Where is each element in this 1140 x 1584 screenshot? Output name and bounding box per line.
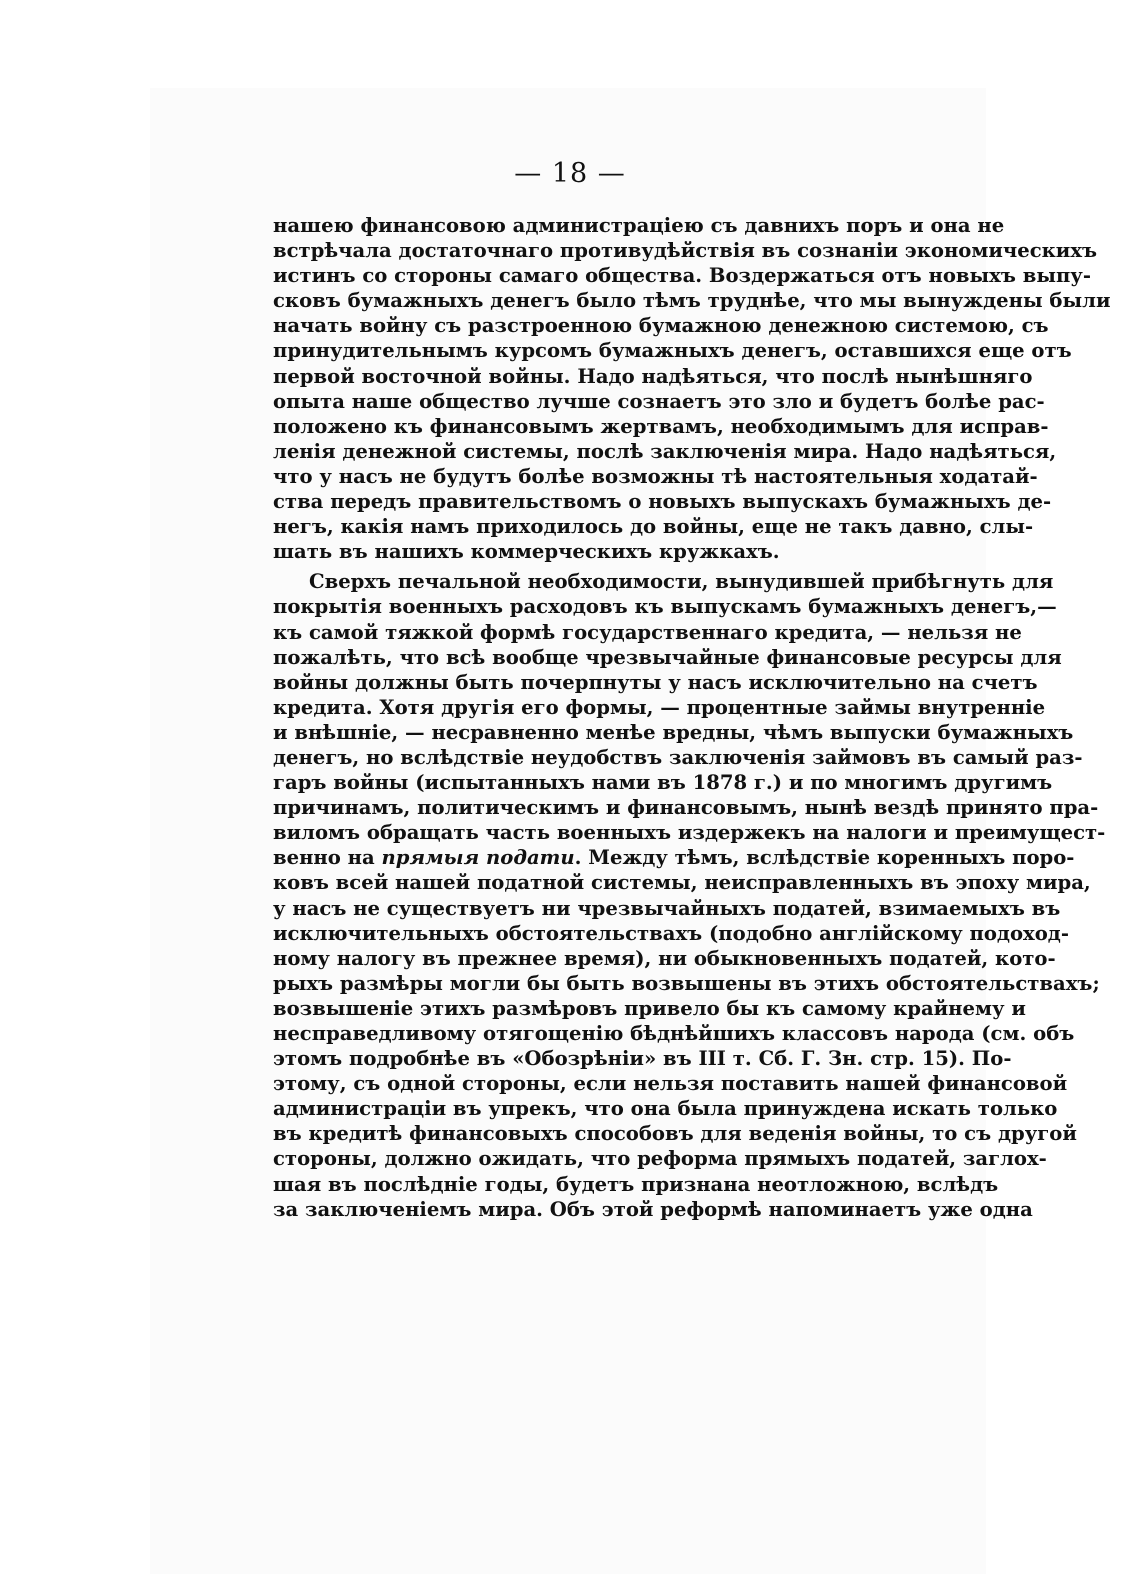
- text-line: шать въ нашихъ коммерческихъ кружкахъ.: [273, 540, 780, 564]
- text-line: принудительнымъ курсомъ бумажныхъ денегъ, оставшихся еще отъ: [273, 339, 1072, 363]
- text-line: негъ, какія намъ приходилось до войны, еще не такъ давно, слы-: [273, 515, 1034, 539]
- text-line: и внѣшніе, — несравненно менѣе вредны, чѣмъ выпуски бумажныхъ: [273, 720, 1074, 744]
- text-line: ства передъ правительствомъ о новыхъ выпускахъ бумажныхъ де-: [273, 490, 1052, 514]
- text-line: ленія денежной системы, послѣ заключенія мира. Надо надѣяться,: [273, 439, 1057, 463]
- text-line: истинъ со стороны самаго общества. Воздержаться отъ новыхъ выпу-: [273, 264, 1091, 288]
- text-line: несправедливому отягощенію бѣднѣйшихъ классовъ народа (см. объ: [273, 1022, 1075, 1045]
- text-line: этомъ подробнѣе въ «Обозрѣніи» въ III т. Сб. Г. Зн. стр. 15). По-: [273, 1047, 1012, 1071]
- text-line: нашею финансовою администраціею съ давнихъ поръ и она не: [273, 214, 1005, 237]
- text-line: стороны, должно ожидать, что реформа прямыхъ податей, заглох-: [273, 1147, 1047, 1171]
- paragraph-1: [273, 213, 1111, 564]
- text-line: денегъ, но вслѣдствіе неудобствъ заключенія займовъ въ самый раз-: [273, 745, 1083, 769]
- text-line: виломъ обращать часть военныхъ издержекъ на налоги и преимущест-: [273, 821, 1106, 845]
- text-fragment: венно на: [273, 846, 382, 870]
- text-line: первой восточной войны. Надо надѣяться, что послѣ нынѣшняго: [273, 364, 1033, 388]
- emphasized-text: прямыя подати: [381, 846, 575, 870]
- text-line: исключительныхъ обстоятельствахъ (подобно англійскому подоход-: [273, 921, 1069, 945]
- text-line: шая въ послѣдніе годы, будетъ признана неотложною, вслѣдъ: [273, 1172, 999, 1196]
- text-line: администраціи въ упрекъ, что она была принуждена искать только: [273, 1097, 1058, 1121]
- text-line: положено къ финансовымъ жертвамъ, необходимымъ для исправ-: [273, 414, 1049, 438]
- text-line: гаръ войны (испытанныхъ нами въ 1878 г.) и по многимъ другимъ: [273, 771, 1053, 795]
- text-line: встрѣчала достаточнаго противудѣйствія въ сознаніи экономическихъ: [273, 239, 1098, 263]
- paragraph-2: [273, 569, 1106, 1221]
- text-line: опыта наше общество лучше сознаетъ это зло и будетъ болѣе рас-: [273, 389, 1045, 413]
- text-line: покрытія военныхъ расходовъ къ выпускамъ бумажныхъ денегъ,—: [273, 595, 1057, 619]
- text-line: ному налогу въ прежнее время), ни обыкновенныхъ податей, кото-: [273, 946, 1056, 970]
- text-line: этому, съ одной стороны, если нельзя поставить нашей финансовой: [273, 1072, 1068, 1096]
- text-line-with-emphasis: [273, 845, 1075, 870]
- text-line: пожалѣть, что всѣ вообще чрезвычайные финансовые ресурсы для: [273, 645, 1062, 669]
- text-line: за заключеніемъ мира. Объ этой реформѣ напоминаетъ уже одна: [273, 1197, 1033, 1221]
- text-line: кредита. Хотя другія его формы, — процентные займы внутренніе: [273, 695, 1046, 719]
- text-line: рыхъ размѣры могли бы быть возвышены въ этихъ обстоятельствахъ;: [273, 971, 1100, 995]
- text-line: у насъ не существуетъ ни чрезвычайныхъ податей, взимаемыхъ въ: [273, 896, 1061, 920]
- text-line: что у насъ не будутъ болѣе возможны тѣ настоятельныя ходатай-: [273, 464, 1038, 488]
- text-line: начать войну съ разстроенною бумажною денежною системою, съ: [273, 314, 1049, 338]
- page-number: — 18 —: [514, 158, 626, 189]
- text-line: къ самой тяжкой формѣ государственнаго кредита, — нельзя не: [273, 620, 1022, 644]
- text-line: ковъ всей нашей податной системы, неисправленныхъ въ эпоху мира,: [273, 871, 1091, 895]
- body-text: [273, 213, 1111, 1222]
- text-line: Сверхъ печальной необходимости, вынудившей прибѣгнуть для: [309, 570, 1054, 594]
- text-line: возвышеніе этихъ размѣровъ привело бы къ самому крайнему и: [273, 996, 1026, 1020]
- text-line: въ кредитѣ финансовыхъ способовъ для веденія войны, то съ другой: [273, 1122, 1077, 1146]
- text-line: сковъ бумажныхъ денегъ было тѣмъ труднѣе, что мы вынуждены были: [273, 289, 1111, 313]
- text-line: причинамъ, политическимъ и финансовымъ, нынѣ вездѣ принято пра-: [273, 796, 1099, 820]
- text-fragment: . Между тѣмъ, вслѣдствіе коренныхъ поро-: [574, 846, 1075, 870]
- text-line: войны должны быть почерпнуты у насъ исключительно на счетъ: [273, 670, 1038, 694]
